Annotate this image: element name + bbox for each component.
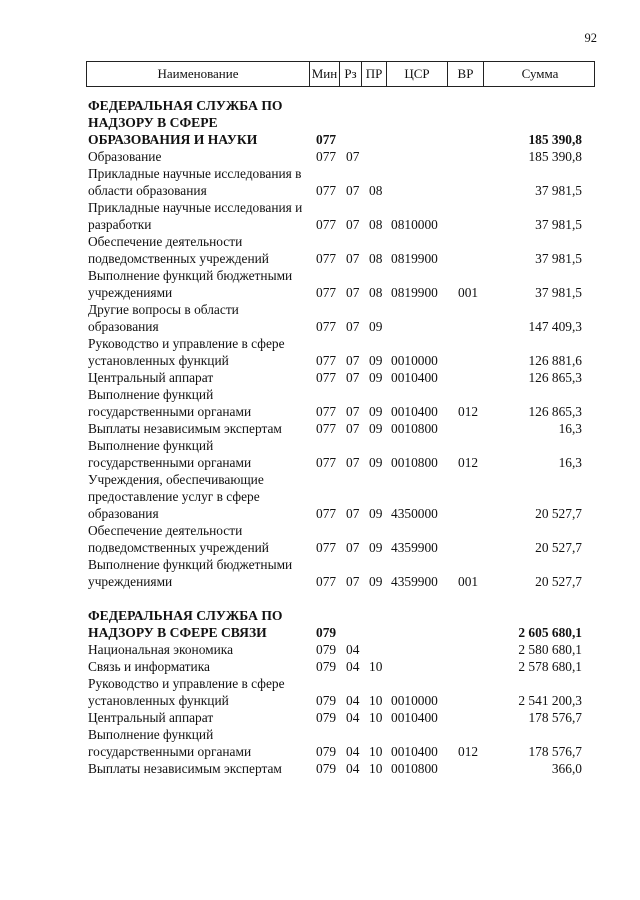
row-sum: 126 865,3 <box>528 404 582 419</box>
row-csr-code: 0010000 <box>391 693 438 708</box>
row-csr-code: 4359900 <box>391 574 438 589</box>
row-min-code: 077 <box>316 404 337 419</box>
table-row <box>0 369 640 386</box>
row-name: Выполнение функций государственными органами <box>88 387 252 419</box>
row-vr-code: 012 <box>458 744 479 759</box>
row-name: Выполнение функций государственными органами <box>88 727 252 759</box>
row-sum: 37 981,5 <box>535 251 582 266</box>
row-sum: 37 981,5 <box>535 217 582 232</box>
header-sum: Сумма <box>521 66 559 81</box>
table-row <box>0 420 640 437</box>
table-row <box>0 199 640 233</box>
row-sum: 126 881,6 <box>528 353 582 368</box>
header-vr: ВР <box>448 62 484 86</box>
row-vr-code: 001 <box>458 285 479 300</box>
row-min-code: 077 <box>316 455 337 470</box>
row-min-code: 079 <box>316 693 337 708</box>
table-row <box>0 522 640 556</box>
row-pr-code: 08 <box>369 217 383 232</box>
row-pr-code: 10 <box>369 761 383 776</box>
row-pr-code: 09 <box>369 421 383 436</box>
row-name: Руководство и управление в сфере установленных функций <box>88 676 285 708</box>
row-csr-code: 0010800 <box>391 455 438 470</box>
row-name: Другие вопросы в области образования <box>88 302 239 334</box>
row-rz-code: 07 <box>346 370 360 385</box>
row-min-code: 077 <box>316 217 337 232</box>
row-vr-code: 001 <box>458 574 479 589</box>
row-pr-code: 09 <box>369 455 383 470</box>
section-gap <box>0 590 640 607</box>
row-csr-code: 0010400 <box>391 744 438 759</box>
row-rz-code: 04 <box>346 642 360 657</box>
row-pr-code: 09 <box>369 540 383 555</box>
row-rz-code: 07 <box>346 404 360 419</box>
row-min-code: 077 <box>316 285 337 300</box>
row-min-code: 077 <box>316 574 337 589</box>
row-rz-code: 07 <box>346 540 360 555</box>
row-rz-code: 07 <box>346 421 360 436</box>
header-min: Мин <box>310 62 340 86</box>
row-min-code: 079 <box>316 761 337 776</box>
row-pr-code: 09 <box>369 404 383 419</box>
row-min-code: 077 <box>316 421 337 436</box>
row-name: Центральный аппарат <box>88 710 214 725</box>
row-pr-code: 10 <box>369 710 383 725</box>
row-min-code: 077 <box>316 132 337 147</box>
row-rz-code: 04 <box>346 693 360 708</box>
row-sum: 178 576,7 <box>528 710 582 725</box>
row-csr-code: 0819900 <box>391 285 438 300</box>
row-min-code: 077 <box>316 506 337 521</box>
row-sum: 185 390,8 <box>528 149 582 164</box>
row-min-code: 077 <box>316 149 337 164</box>
row-min-code: 077 <box>316 183 337 198</box>
header-name: Наименование <box>87 62 310 86</box>
row-min-code: 079 <box>316 744 337 759</box>
row-name: Национальная экономика <box>88 642 234 657</box>
row-name: Выполнение функций государственными органами <box>88 438 252 470</box>
row-sum: 20 527,7 <box>535 506 582 521</box>
row-rz-code: 07 <box>346 455 360 470</box>
row-rz-code: 07 <box>346 183 360 198</box>
row-sum: 366,0 <box>551 761 582 776</box>
header-rz: Рз <box>340 62 362 86</box>
table-row <box>0 437 640 471</box>
table-row <box>0 471 640 522</box>
row-rz-code: 07 <box>346 353 360 368</box>
row-vr-code: 012 <box>458 455 479 470</box>
row-min-code: 077 <box>316 251 337 266</box>
row-min-code: 077 <box>316 370 337 385</box>
row-name: Обеспечение деятельности подведомственных учреждений <box>88 523 269 555</box>
row-rz-code: 07 <box>346 506 360 521</box>
row-pr-code: 10 <box>369 693 383 708</box>
table-row <box>0 386 640 420</box>
row-sum: 16,3 <box>558 455 582 470</box>
row-rz-code: 07 <box>346 319 360 334</box>
row-csr-code: 0010400 <box>391 404 438 419</box>
row-min-code: 077 <box>316 319 337 334</box>
row-sum: 2 580 680,1 <box>518 642 582 657</box>
row-rz-code: 04 <box>346 761 360 776</box>
row-name: Прикладные научные исследования и разработки <box>88 200 303 232</box>
row-sum: 16,3 <box>558 421 582 436</box>
row-name: Выплаты независимым экспертам <box>88 421 282 436</box>
row-name: Центральный аппарат <box>88 370 214 385</box>
table-row <box>0 233 640 267</box>
table-row <box>0 726 640 760</box>
row-csr-code: 0010800 <box>391 761 438 776</box>
row-pr-code: 10 <box>369 659 383 674</box>
row-name: Выплаты независимым экспертам <box>88 761 282 776</box>
row-name: ФЕДЕРАЛЬНАЯ СЛУЖБА ПО НАДЗОРУ В СФЕРЕ СВЯЗИ <box>88 608 283 640</box>
row-rz-code: 07 <box>346 217 360 232</box>
row-sum: 37 981,5 <box>535 183 582 198</box>
row-name: ФЕДЕРАЛЬНАЯ СЛУЖБА ПО НАДЗОРУ В СФЕРЕ ОБРАЗОВАНИЯ И НАУКИ <box>88 98 283 147</box>
row-name: Учреждения, обеспечивающие предоставление услуг в сфере образования <box>88 472 264 521</box>
row-min-code: 077 <box>316 540 337 555</box>
table-row <box>0 165 640 199</box>
row-sum: 2 541 200,3 <box>518 693 582 708</box>
row-sum: 20 527,7 <box>535 540 582 555</box>
row-csr-code: 0810000 <box>391 217 438 232</box>
row-rz-code: 04 <box>346 659 360 674</box>
row-csr-code: 0010800 <box>391 421 438 436</box>
table-row <box>0 675 640 709</box>
table-row <box>0 301 640 335</box>
row-sum: 147 409,3 <box>528 319 582 334</box>
row-sum: 37 981,5 <box>535 285 582 300</box>
table-row <box>0 148 640 165</box>
row-csr-code: 0010000 <box>391 353 438 368</box>
row-min-code: 077 <box>316 353 337 368</box>
row-pr-code: 09 <box>369 506 383 521</box>
row-csr-code: 0010400 <box>391 370 438 385</box>
header-csr: ЦСР <box>387 62 448 86</box>
section-header-row <box>0 607 640 641</box>
row-pr-code: 09 <box>369 353 383 368</box>
row-sum: 126 865,3 <box>528 370 582 385</box>
row-name: Образование <box>88 149 162 164</box>
row-pr-code: 10 <box>369 744 383 759</box>
row-rz-code: 07 <box>346 149 360 164</box>
table-row <box>0 556 640 590</box>
row-pr-code: 08 <box>369 251 383 266</box>
row-name: Связь и информатика <box>88 659 210 674</box>
row-sum: 185 390,8 <box>528 132 582 147</box>
table-row <box>0 641 640 658</box>
row-pr-code: 08 <box>369 183 383 198</box>
table-row <box>0 335 640 369</box>
row-pr-code: 09 <box>369 370 383 385</box>
table-row <box>0 709 640 726</box>
row-csr-code: 4350000 <box>391 506 438 521</box>
row-sum: 2 605 680,1 <box>518 625 582 640</box>
row-rz-code: 07 <box>346 251 360 266</box>
table-header <box>86 61 595 87</box>
row-vr-code: 012 <box>458 404 479 419</box>
header-pr: ПР <box>362 62 387 86</box>
row-name: Обеспечение деятельности подведомственных учреждений <box>88 234 269 266</box>
row-pr-code: 09 <box>369 319 383 334</box>
row-sum: 20 527,7 <box>535 574 582 589</box>
row-name: Прикладные научные исследования в области образования <box>88 166 302 198</box>
row-name: Выполнение функций бюджетными учреждениями <box>88 268 293 300</box>
section-header-row <box>0 97 640 148</box>
row-pr-code: 09 <box>369 574 383 589</box>
row-sum: 2 578 680,1 <box>518 659 582 674</box>
row-rz-code: 07 <box>346 285 360 300</box>
row-name: Выполнение функций бюджетными учреждениями <box>88 557 293 589</box>
row-sum: 178 576,7 <box>528 744 582 759</box>
row-rz-code: 04 <box>346 710 360 725</box>
row-min-code: 079 <box>316 659 337 674</box>
row-pr-code: 08 <box>369 285 383 300</box>
table-row <box>0 760 640 777</box>
row-rz-code: 04 <box>346 744 360 759</box>
row-csr-code: 4359900 <box>391 540 438 555</box>
row-min-code: 079 <box>316 710 337 725</box>
row-name: Руководство и управление в сфере установленных функций <box>88 336 285 368</box>
row-min-code: 079 <box>316 642 337 657</box>
row-rz-code: 07 <box>346 574 360 589</box>
row-csr-code: 0819900 <box>391 251 438 266</box>
table-row <box>0 658 640 675</box>
table-body <box>0 97 640 777</box>
page-number: 92 <box>584 31 597 45</box>
row-csr-code: 0010400 <box>391 710 438 725</box>
row-min-code: 079 <box>316 625 337 640</box>
table-row <box>0 267 640 301</box>
